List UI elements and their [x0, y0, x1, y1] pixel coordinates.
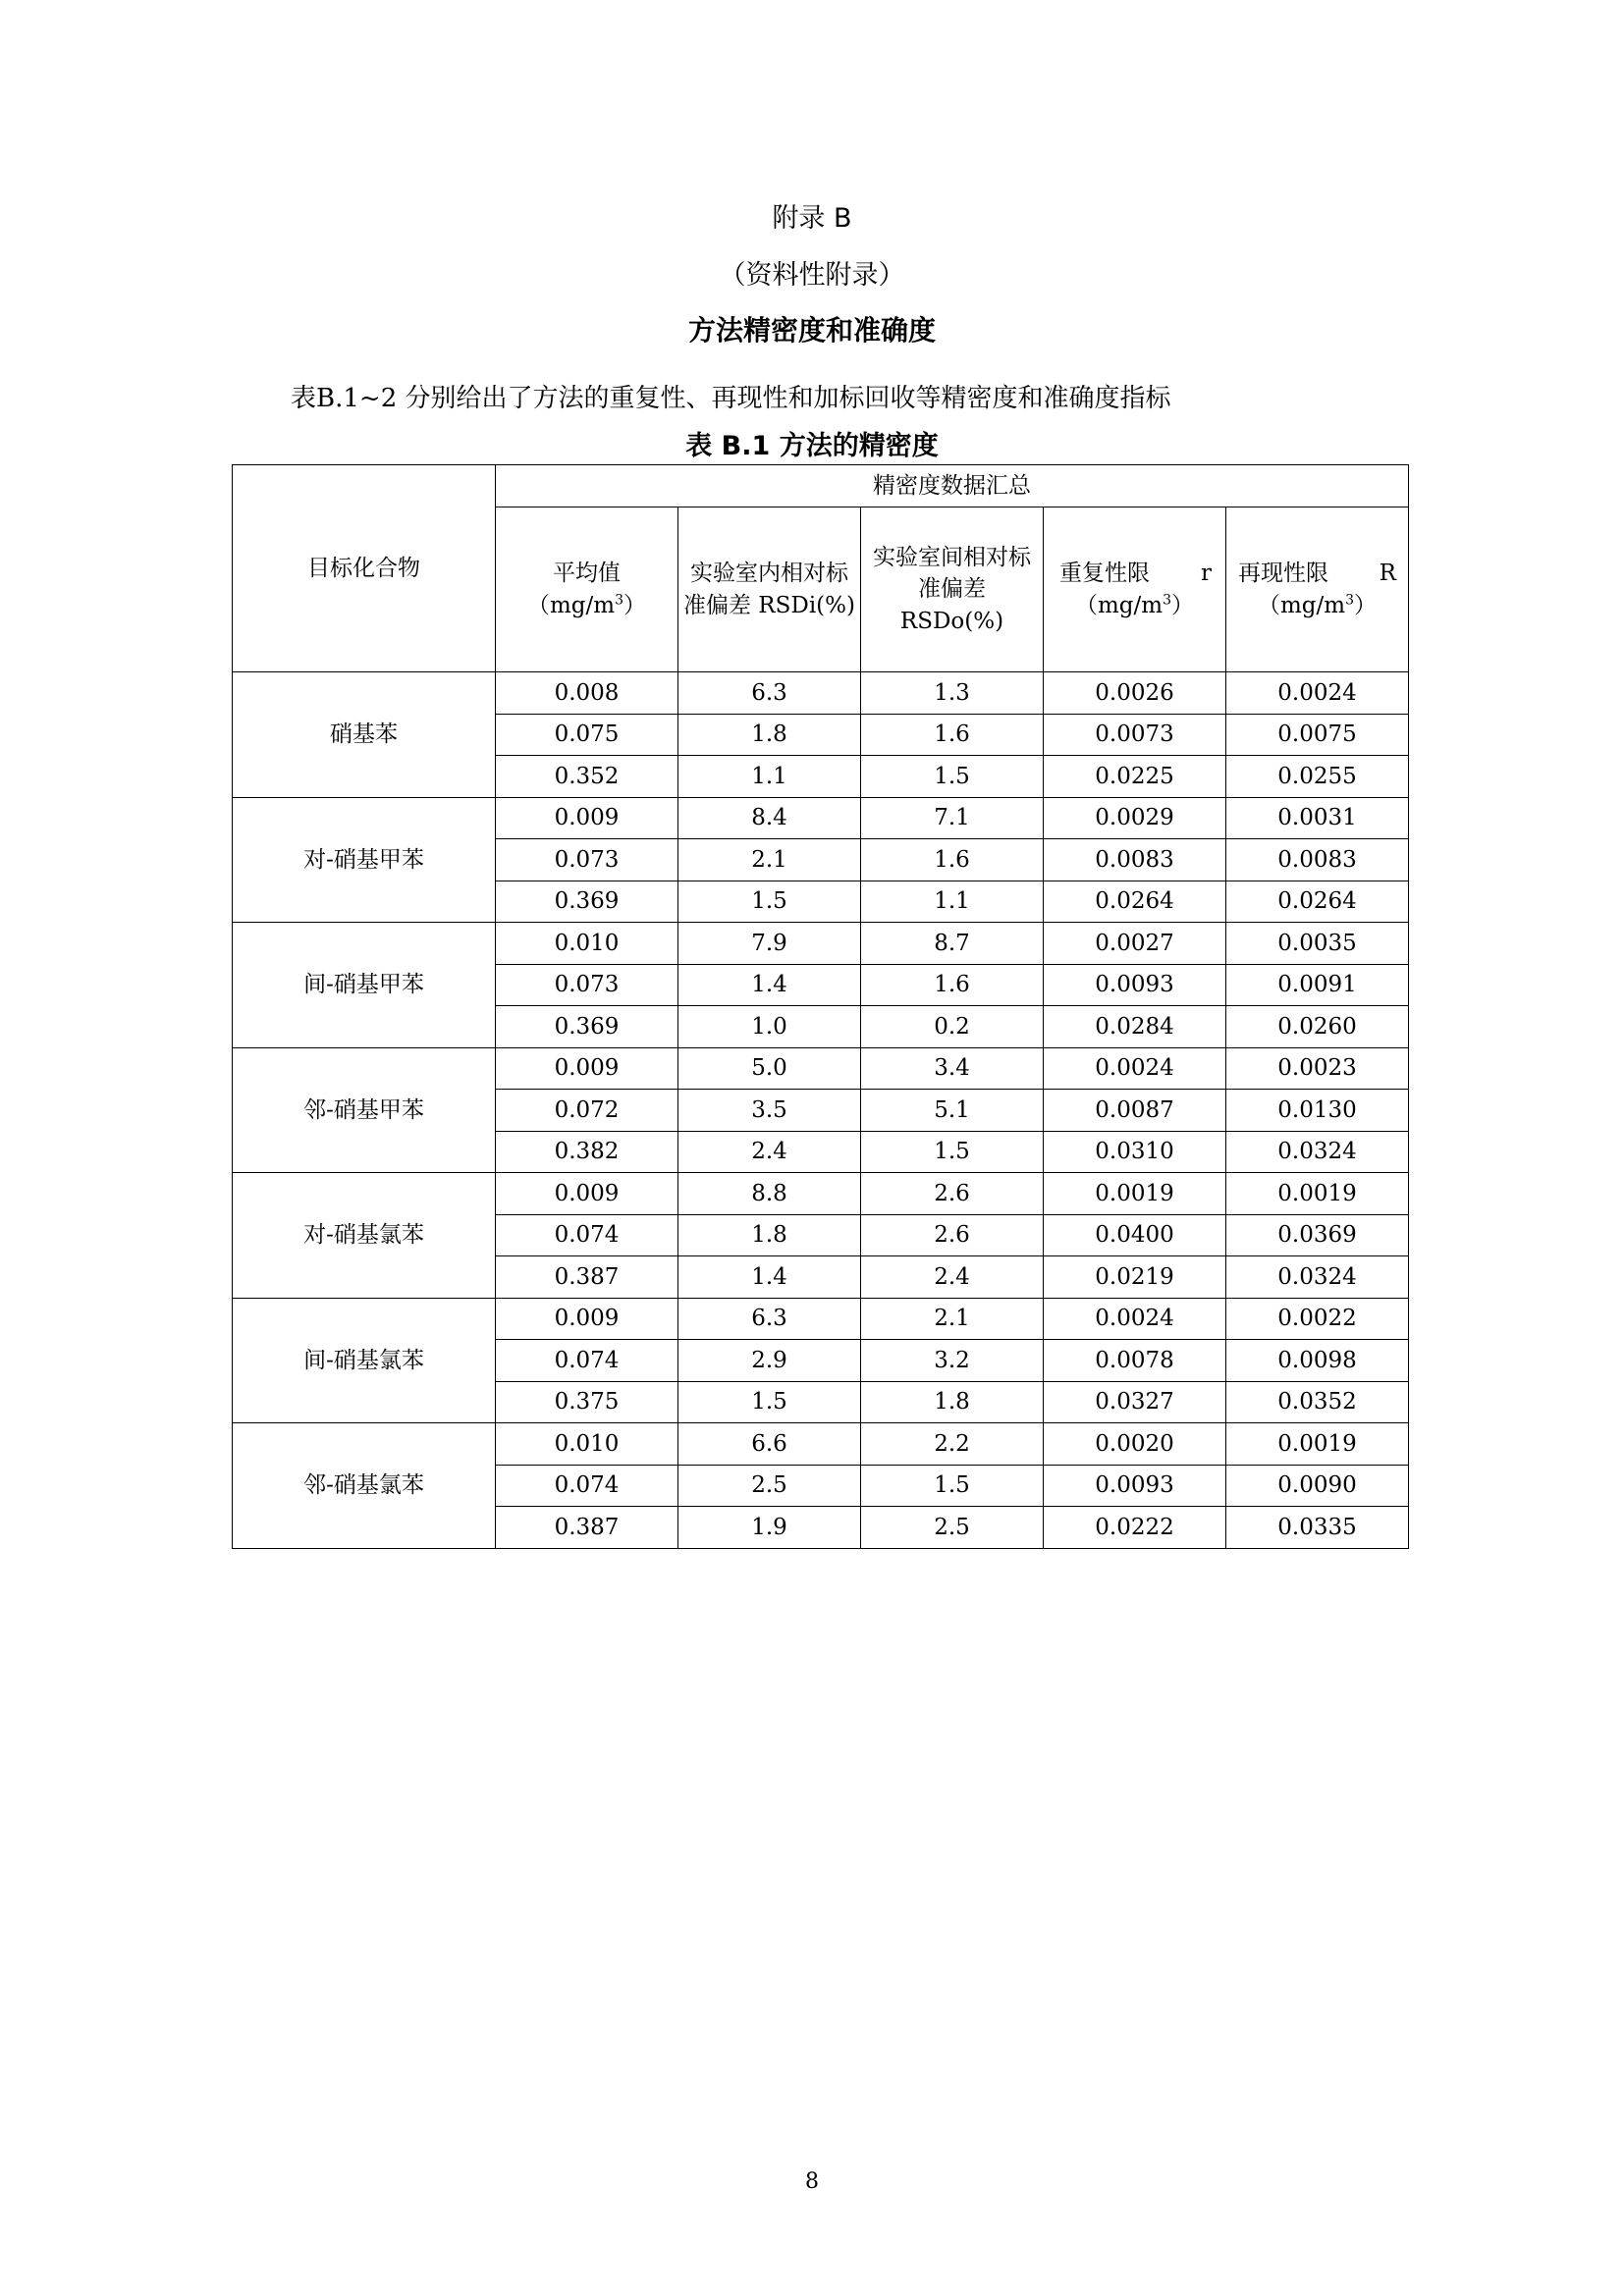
compound-name-cell: 硝基苯: [233, 672, 496, 798]
repeatability-limit-cell: 0.0019: [1044, 1173, 1226, 1215]
appendix-title: 附录 B: [772, 203, 852, 234]
mean-cell: 0.074: [496, 1340, 678, 1382]
mean-cell: 0.375: [496, 1381, 678, 1423]
rsdi-cell: 1.8: [678, 1214, 861, 1256]
reproducibility-limit-cell: 0.0324: [1226, 1256, 1409, 1299]
page-number: 8: [805, 2169, 819, 2194]
rsdi-cell: 1.5: [678, 1381, 861, 1423]
reproducibility-limit-cell: 0.0130: [1226, 1090, 1409, 1132]
reproducibility-limit-cell: 0.0324: [1226, 1131, 1409, 1173]
repeatability-limit-cell: 0.0083: [1044, 839, 1226, 881]
rsdi-cell: 5.0: [678, 1047, 861, 1090]
reproducibility-limit-cell: 0.0023: [1226, 1047, 1409, 1090]
mean-cell: 0.072: [496, 1090, 678, 1132]
rsdo-cell: 1.5: [861, 1131, 1044, 1173]
rsdi-cell: 1.1: [678, 756, 861, 798]
rsdo-cell: 1.1: [861, 881, 1044, 923]
header-target-compound: 目标化合物: [233, 465, 496, 672]
mean-cell: 0.387: [496, 1507, 678, 1549]
rsdi-cell: 7.9: [678, 923, 861, 965]
reproducibility-limit-cell: 0.0264: [1226, 881, 1409, 923]
precision-table: [232, 464, 1409, 1549]
repeatability-limit-cell: 0.0284: [1044, 1006, 1226, 1048]
reproducibility-limit-cell: 0.0019: [1226, 1173, 1409, 1215]
appendix-subtitle: （资料性附录）: [719, 260, 905, 291]
rsdo-cell: 1.8: [861, 1381, 1044, 1423]
repeatability-limit-cell: 0.0027: [1044, 923, 1226, 965]
rsdo-cell: 2.2: [861, 1423, 1044, 1466]
repeatability-limit-cell: 0.0400: [1044, 1214, 1226, 1256]
reproducibility-limit-cell: 0.0091: [1226, 964, 1409, 1006]
repeatability-limit-cell: 0.0073: [1044, 714, 1226, 756]
compound-name-cell: 间-硝基甲苯: [233, 923, 496, 1048]
intro-paragraph: 表B.1~2 分别给出了方法的重复性、再现性和加标回收等精密度和准确度指标: [291, 384, 1171, 413]
rsdi-cell: 1.5: [678, 881, 861, 923]
reproducibility-limit-cell: 0.0075: [1226, 714, 1409, 756]
reproducibility-limit-cell: 0.0031: [1226, 797, 1409, 839]
header-mean-unit: $(mg/m^3)$: [526, 591, 646, 618]
rsdi-cell: 2.5: [678, 1465, 861, 1507]
rsdo-cell: 0.2: [861, 1006, 1044, 1048]
mean-cell: 0.382: [496, 1131, 678, 1173]
rsdi-cell: 2.1: [678, 839, 861, 881]
header-mean-label: 平均值: [553, 561, 621, 587]
reproducibility-limit-cell: 0.0035: [1226, 923, 1409, 965]
mean-cell: 0.352: [496, 756, 678, 798]
mean-cell: 0.009: [496, 1047, 678, 1090]
reproducibility-limit-cell: 0.0019: [1226, 1423, 1409, 1466]
compound-name-cell: 邻-硝基甲苯: [233, 1047, 496, 1173]
rsdi-cell: 6.3: [678, 672, 861, 715]
rsdi-cell: 2.4: [678, 1131, 861, 1173]
mean-cell: 0.074: [496, 1214, 678, 1256]
rsdo-cell: 2.6: [861, 1173, 1044, 1215]
repeatability-limit-cell: 0.0219: [1044, 1256, 1226, 1299]
reproducibility-limit-cell: 0.0024: [1226, 672, 1409, 715]
mean-cell: 0.369: [496, 881, 678, 923]
mean-cell: 0.073: [496, 964, 678, 1006]
rsdi-cell: 8.8: [678, 1173, 861, 1215]
rsdo-cell: 2.1: [861, 1298, 1044, 1340]
rsdo-cell: 1.6: [861, 839, 1044, 881]
rsdo-cell: 1.6: [861, 964, 1044, 1006]
reproducibility-limit-cell: 0.0369: [1226, 1214, 1409, 1256]
rsdi-cell: 6.6: [678, 1423, 861, 1466]
header-R-unit: $(mg/m^3)$: [1257, 591, 1377, 618]
reproducibility-limit-cell: 0.0090: [1226, 1465, 1409, 1507]
repeatability-limit-cell: 0.0026: [1044, 672, 1226, 715]
repeatability-limit-cell: 0.0020: [1044, 1423, 1226, 1466]
compound-name-cell: 对-硝基甲苯: [233, 797, 496, 923]
table-row: [233, 1298, 1409, 1340]
rsdo-cell: 5.1: [861, 1090, 1044, 1132]
table-row: [233, 1173, 1409, 1215]
mean-cell: 0.369: [496, 1006, 678, 1048]
compound-name-cell: 间-硝基氯苯: [233, 1298, 496, 1423]
reproducibility-limit-cell: 0.0255: [1226, 756, 1409, 798]
rsdo-cell: 3.2: [861, 1340, 1044, 1382]
rsdo-cell: 1.5: [861, 756, 1044, 798]
rsdo-cell: 1.5: [861, 1465, 1044, 1507]
repeatability-limit-cell: 0.0225: [1044, 756, 1226, 798]
table-row: [233, 797, 1409, 839]
rsdi-cell: 1.0: [678, 1006, 861, 1048]
table-row: [233, 1423, 1409, 1466]
rsdi-cell: 3.5: [678, 1090, 861, 1132]
rsdo-cell: 2.4: [861, 1256, 1044, 1299]
section-title: 方法精密度和准确度: [687, 314, 936, 347]
header-r-symbol: r: [1201, 561, 1212, 587]
rsdo-cell: 2.5: [861, 1507, 1044, 1549]
rsdo-cell: 8.7: [861, 923, 1044, 965]
repeatability-limit-cell: 0.0093: [1044, 964, 1226, 1006]
mean-cell: 0.009: [496, 1173, 678, 1215]
mean-cell: 0.074: [496, 1465, 678, 1507]
mean-cell: 0.009: [496, 797, 678, 839]
rsdi-cell: 1.4: [678, 964, 861, 1006]
repeatability-limit-cell: 0.0310: [1044, 1131, 1226, 1173]
rsdi-cell: 1.4: [678, 1256, 861, 1299]
repeatability-limit-cell: 0.0078: [1044, 1340, 1226, 1382]
reproducibility-limit-cell: 0.0260: [1226, 1006, 1409, 1048]
compound-name-cell: 对-硝基氯苯: [233, 1173, 496, 1299]
rsdi-cell: 1.9: [678, 1507, 861, 1549]
repeatability-limit-cell: 0.0024: [1044, 1298, 1226, 1340]
header-rsdi-line2: 准偏差 RSDi(%): [683, 592, 855, 618]
reproducibility-limit-cell: 0.0022: [1226, 1298, 1409, 1340]
reproducibility-limit-cell: 0.0335: [1226, 1507, 1409, 1549]
mean-cell: 0.075: [496, 714, 678, 756]
header-R-label: 再现性限: [1238, 561, 1328, 587]
rsdo-cell: 3.4: [861, 1047, 1044, 1090]
reproducibility-limit-cell: 0.0098: [1226, 1340, 1409, 1382]
mean-cell: 0.010: [496, 1423, 678, 1466]
compound-name-cell: 邻-硝基氯苯: [233, 1423, 496, 1549]
mean-cell: 0.387: [496, 1256, 678, 1299]
header-rsdo: [861, 507, 1044, 672]
table-row: [233, 1047, 1409, 1090]
repeatability-limit-cell: 0.0024: [1044, 1047, 1226, 1090]
repeatability-limit-cell: 0.0029: [1044, 797, 1226, 839]
header-rsdo-line3: RSDo(%): [899, 608, 1004, 634]
header-r-label: 重复性限: [1059, 561, 1150, 587]
rsdo-cell: 1.3: [861, 672, 1044, 715]
rsdi-cell: 8.4: [678, 797, 861, 839]
table-caption: 表 B.1 方法的精密度: [685, 431, 939, 461]
header-rsdi-line1: 实验室内相对标: [690, 561, 848, 587]
header-rsdo-line1: 实验室间相对标: [873, 545, 1031, 571]
repeatability-limit-cell: 0.0264: [1044, 881, 1226, 923]
repeatability-limit-cell: 0.0093: [1044, 1465, 1226, 1507]
table-row: [233, 923, 1409, 965]
repeatability-limit-cell: 0.0327: [1044, 1381, 1226, 1423]
table-row: [233, 672, 1409, 715]
header-precision-summary: 精密度数据汇总: [496, 465, 1409, 507]
repeatability-limit-cell: 0.0222: [1044, 1507, 1226, 1549]
header-rsdi: [678, 507, 861, 672]
header-reproducibility-limit: [1226, 507, 1409, 672]
header-repeatability-limit: [1044, 507, 1226, 672]
header-mean: [496, 507, 678, 672]
reproducibility-limit-cell: 0.0083: [1226, 839, 1409, 881]
rsdo-cell: 7.1: [861, 797, 1044, 839]
mean-cell: 0.009: [496, 1298, 678, 1340]
header-R-symbol: R: [1379, 561, 1396, 587]
reproducibility-limit-cell: 0.0352: [1226, 1381, 1409, 1423]
mean-cell: 0.073: [496, 839, 678, 881]
rsdo-cell: 2.6: [861, 1214, 1044, 1256]
rsdi-cell: 6.3: [678, 1298, 861, 1340]
repeatability-limit-cell: 0.0087: [1044, 1090, 1226, 1132]
mean-cell: 0.010: [496, 923, 678, 965]
rsdi-cell: 1.8: [678, 714, 861, 756]
rsdi-cell: 2.9: [678, 1340, 861, 1382]
header-rsdo-line2: 准偏差: [918, 576, 986, 603]
header-r-unit: $(mg/m^3)$: [1074, 591, 1194, 618]
table-body: [233, 672, 1409, 1549]
mean-cell: 0.008: [496, 672, 678, 715]
rsdo-cell: 1.6: [861, 714, 1044, 756]
